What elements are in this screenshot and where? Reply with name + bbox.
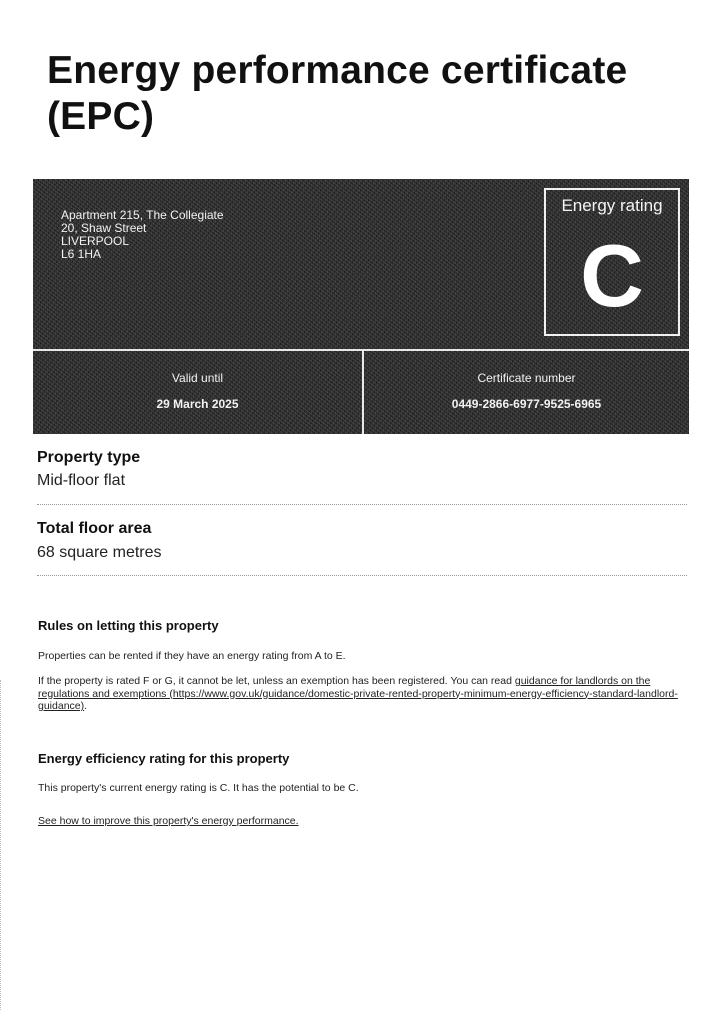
valid-until-cell: [33, 351, 362, 434]
property-type-value: Mid-floor flat: [37, 472, 126, 489]
address-line-2: 20, Shaw Street: [61, 221, 147, 235]
efficiency-rating-heading: Energy efficiency rating for this property: [38, 751, 290, 766]
address-and-rating: [33, 179, 689, 348]
property-type-label: Property type: [37, 449, 141, 466]
divider: [37, 575, 687, 576]
letting-rules-paragraph-2: [38, 675, 693, 713]
address-line-4: L6 1HA: [61, 247, 102, 261]
address-line-3: LIVERPOOL: [61, 234, 130, 248]
improve-performance-paragraph: [38, 815, 693, 828]
certificate-number-label: Certificate number: [477, 371, 576, 385]
scan-margin-marks: [0, 680, 4, 1010]
landlord-guidance-link[interactable]: guidance for landlords on the regulations and exemptions (https://www.gov.uk/guidance/domestic-private-rented-property-minimum-energy-efficiency-standard-landlord-guidance): [38, 675, 678, 712]
valid-until-value: 29 March 2025: [156, 397, 239, 411]
epc-summary-panel: [33, 179, 689, 434]
energy-rating-letter: C: [580, 226, 644, 325]
certificate-number-value: 0449-2866-6977-9525-6965: [451, 397, 602, 411]
energy-rating-label: Energy rating: [561, 196, 663, 215]
letting-rules-text-end: .: [84, 700, 88, 712]
efficiency-rating-paragraph: This property's current energy rating is C. It has the potential to be C.: [38, 782, 359, 794]
letting-rules-heading: Rules on letting this property: [38, 618, 219, 633]
energy-rating-box: [544, 188, 680, 336]
divider: [37, 504, 687, 505]
property-address: [61, 209, 224, 261]
improve-performance-link[interactable]: See how to improve this property's energy performance.: [38, 815, 299, 827]
page-title: Energy performance certificate (EPC): [47, 49, 628, 138]
address-line-1: Apartment 215, The Collegiate: [61, 208, 224, 222]
valid-until-label: Valid until: [171, 371, 224, 385]
floor-area-label: Total floor area: [37, 520, 152, 537]
certificate-number-cell: [364, 351, 689, 434]
floor-area-value: 68 square metres: [37, 544, 162, 561]
letting-rules-paragraph-1: Properties can be rented if they have an energy rating from A to E.: [38, 650, 346, 662]
letting-rules-text: If the property is rated F or G, it cannot be let, unless an exemption has been registered. You can read: [38, 675, 515, 687]
